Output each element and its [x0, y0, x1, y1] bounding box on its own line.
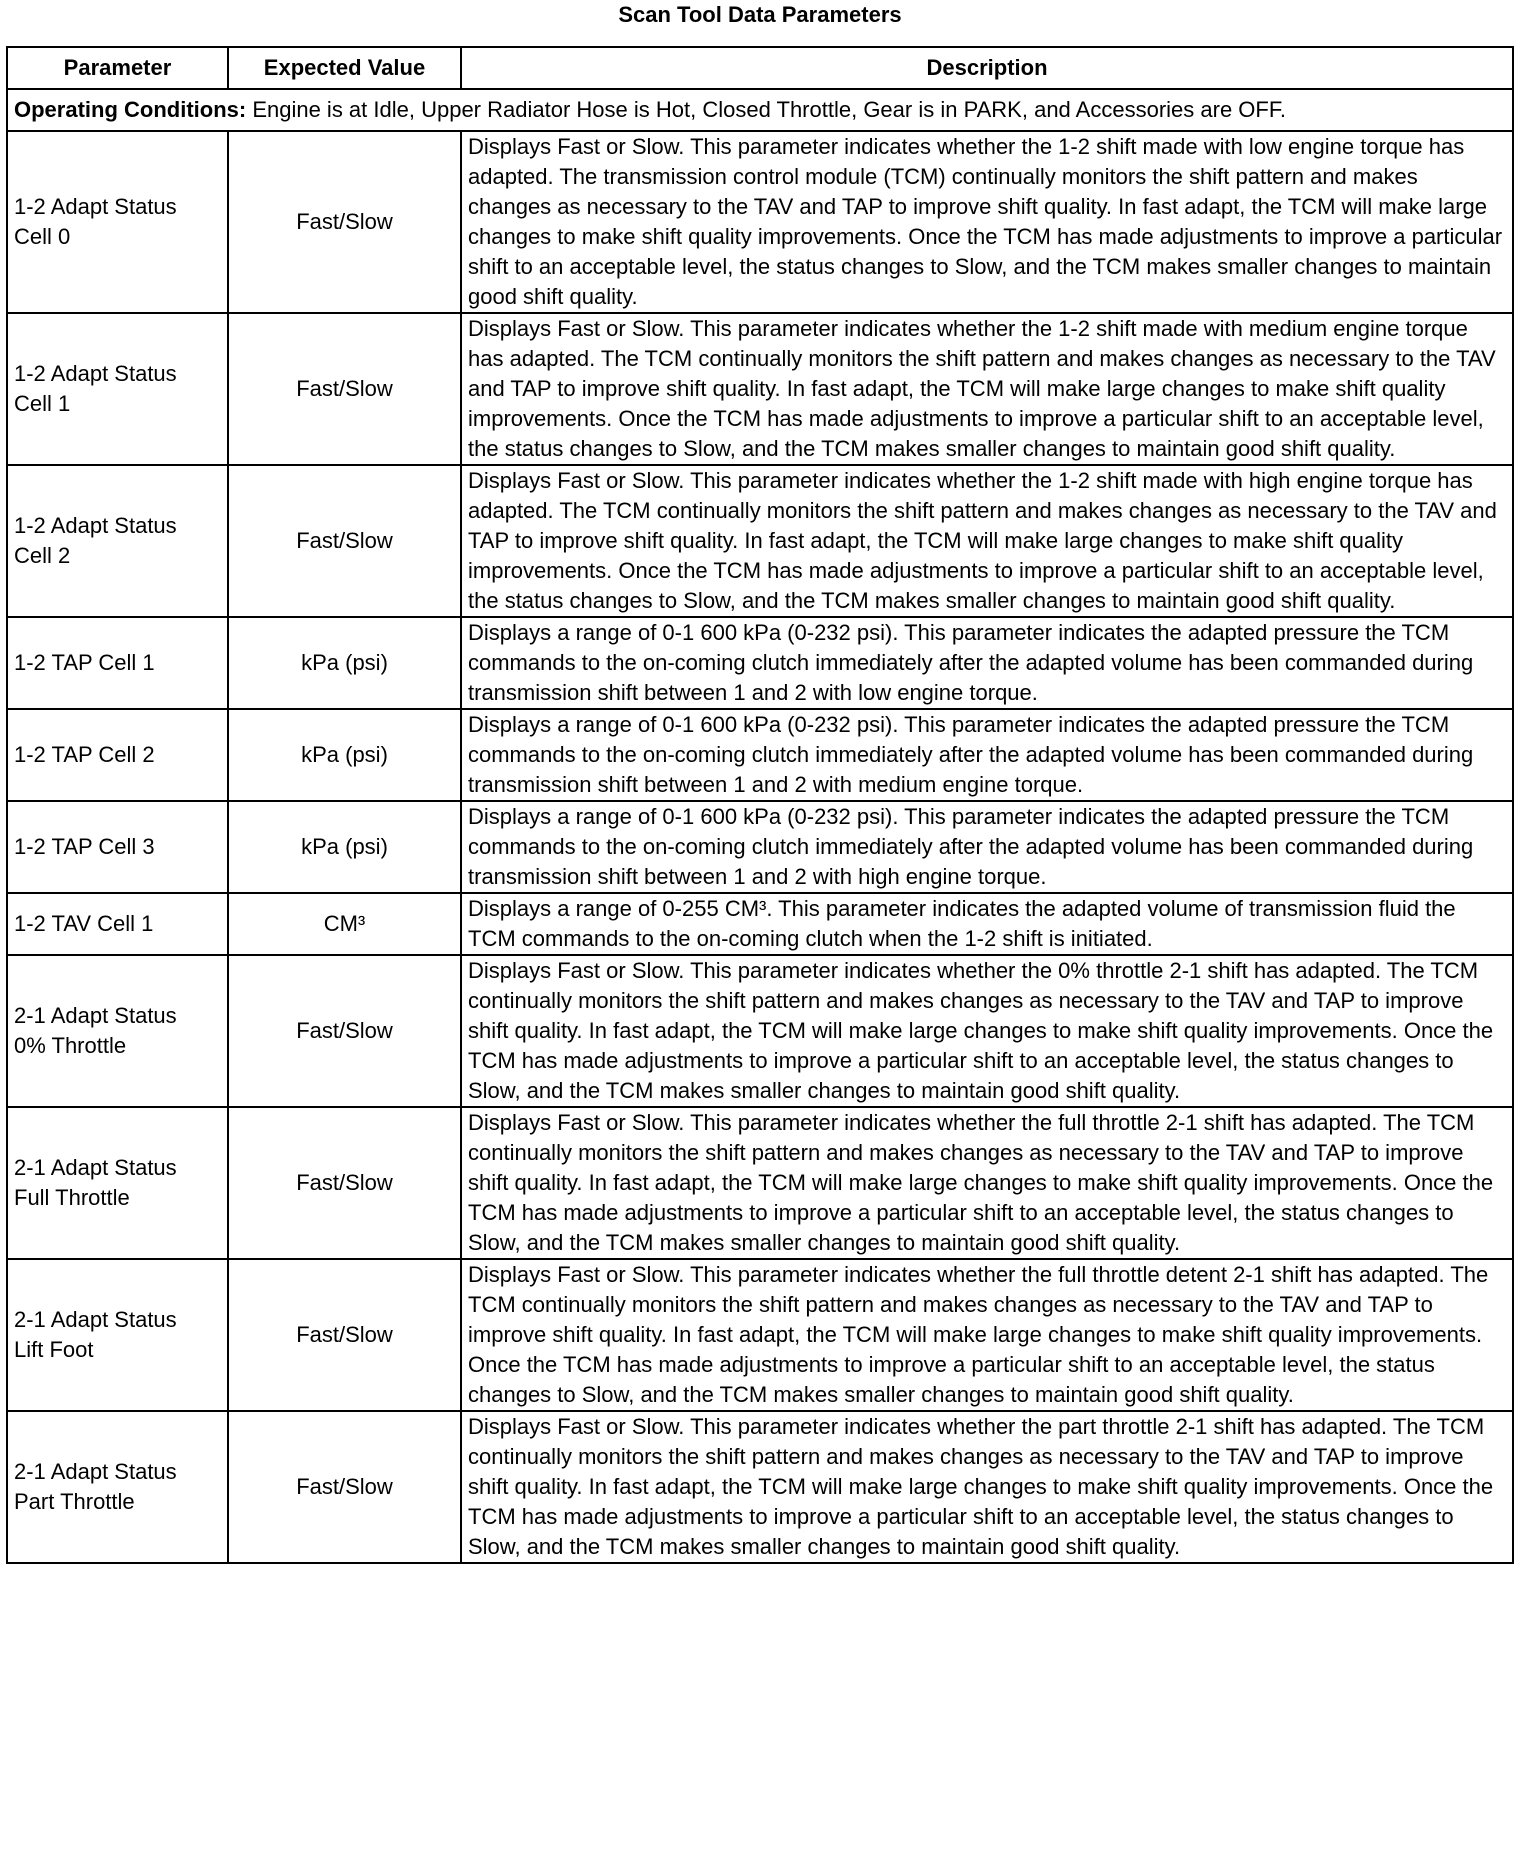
expected-value-cell: Fast/Slow: [228, 1107, 461, 1259]
parameter-name-line1: 1-2 TAP Cell 1: [14, 650, 155, 675]
parameter-cell: [7, 1259, 228, 1411]
parameter-name-line1: 1-2 Adapt Status: [14, 361, 177, 386]
parameter-name-line1: 1-2 TAP Cell 3: [14, 834, 155, 859]
expected-value-cell: CM³: [228, 893, 461, 955]
scan-tool-data-table: [6, 46, 1514, 1564]
table-row: [7, 801, 1513, 893]
description-cell: Displays Fast or Slow. This parameter indicates whether the 1-2 shift made with medium engine torque has adapted. The TCM continually monitors the shift pattern and makes changes as necessary to the TAV and TAP to improve shift quality. In fast adapt, the TCM will make large changes to make shift quality improvements. Once the TCM has made adjustments to improve a particular shift to an acceptable level, the status changes to Slow, and the TCM makes smaller changes to maintain good shift quality.: [461, 313, 1513, 465]
parameter-name-line1: 2-1 Adapt Status: [14, 1459, 177, 1484]
expected-value-cell: Fast/Slow: [228, 955, 461, 1107]
expected-value-cell: Fast/Slow: [228, 1411, 461, 1563]
parameter-cell: [7, 617, 228, 709]
description-cell: Displays a range of 0-1 600 kPa (0-232 psi). This parameter indicates the adapted pressure the TCM commands to the on-coming clutch immediately after the adapted volume has been commanded during transmission shift between 1 and 2 with low engine torque.: [461, 617, 1513, 709]
parameter-cell: [7, 801, 228, 893]
header-expected-value: Expected Value: [228, 47, 461, 89]
table-row: [7, 893, 1513, 955]
table-row: [7, 131, 1513, 313]
table-row: [7, 1259, 1513, 1411]
parameter-name-line1: 1-2 Adapt Status: [14, 194, 177, 219]
header-description: Description: [461, 47, 1513, 89]
parameter-name-line1: 1-2 TAP Cell 2: [14, 742, 155, 767]
page-title: Scan Tool Data Parameters: [618, 2, 902, 27]
parameter-name-line1: 1-2 Adapt Status: [14, 513, 177, 538]
table-row: [7, 313, 1513, 465]
parameter-name-line1: 2-1 Adapt Status: [14, 1003, 177, 1028]
description-cell: Displays a range of 0-1 600 kPa (0-232 psi). This parameter indicates the adapted pressure the TCM commands to the on-coming clutch immediately after the adapted volume has been commanded during transmission shift between 1 and 2 with high engine torque.: [461, 801, 1513, 893]
parameter-name-line1: 2-1 Adapt Status: [14, 1155, 177, 1180]
table-header-row: [7, 47, 1513, 89]
table-row: [7, 617, 1513, 709]
description-cell: Displays a range of 0-255 CM³. This parameter indicates the adapted volume of transmission fluid the TCM commands to the on-coming clutch when the 1-2 shift is initiated.: [461, 893, 1513, 955]
parameter-name-line2: Lift Foot: [14, 1337, 94, 1362]
parameter-cell: [7, 131, 228, 313]
operating-conditions-text: Engine is at Idle, Upper Radiator Hose is Hot, Closed Throttle, Gear is in PARK, and Accessories are OFF.: [246, 97, 1286, 122]
expected-value-cell: Fast/Slow: [228, 131, 461, 313]
expected-value-cell: Fast/Slow: [228, 313, 461, 465]
parameter-name-line1: 2-1 Adapt Status: [14, 1307, 177, 1332]
table-row: [7, 709, 1513, 801]
expected-value-cell: kPa (psi): [228, 801, 461, 893]
parameter-name-line2: Part Throttle: [14, 1489, 135, 1514]
description-cell: Displays Fast or Slow. This parameter indicates whether the 0% throttle 2-1 shift has adapted. The TCM continually monitors the shift pattern and makes changes as necessary to the TAV and TAP to improve shift quality. In fast adapt, the TCM will make large changes to make shift quality improvements. Once the TCM has made adjustments to improve a particular shift to an acceptable level, the status changes to Slow, and the TCM makes smaller changes to maintain good shift quality.: [461, 955, 1513, 1107]
parameter-name-line2: Cell 1: [14, 391, 71, 416]
parameter-cell: [7, 465, 228, 617]
parameter-name-line1: 1-2 TAV Cell 1: [14, 911, 154, 936]
table-row: [7, 1107, 1513, 1259]
operating-conditions-label: Operating Conditions:: [14, 97, 247, 122]
parameter-cell: [7, 893, 228, 955]
expected-value-cell: kPa (psi): [228, 617, 461, 709]
parameter-cell: [7, 1411, 228, 1563]
description-cell: Displays Fast or Slow. This parameter indicates whether the part throttle 2-1 shift has adapted. The TCM continually monitors the shift pattern and makes changes as necessary to the TAV and TAP to improve shift quality. In fast adapt, the TCM will make large changes to make shift quality improvements. Once the TCM has made adjustments to improve a particular shift to an acceptable level, the status changes to Slow, and the TCM makes smaller changes to maintain good shift quality.: [461, 1411, 1513, 1563]
operating-conditions-row: [7, 89, 1513, 131]
expected-value-cell: kPa (psi): [228, 709, 461, 801]
parameter-name-line2: Full Throttle: [14, 1185, 130, 1210]
description-cell: Displays Fast or Slow. This parameter indicates whether the 1-2 shift made with high engine torque has adapted. The TCM continually monitors the shift pattern and makes changes as necessary to the TAV and TAP to improve shift quality. In fast adapt, the TCM will make large changes to make shift quality improvements. Once the TCM has made adjustments to improve a particular shift to an acceptable level, the status changes to Slow, and the TCM makes smaller changes to maintain good shift quality.: [461, 465, 1513, 617]
description-cell: Displays Fast or Slow. This parameter indicates whether the full throttle 2-1 shift has adapted. The TCM continually monitors the shift pattern and makes changes as necessary to the TAV and TAP to improve shift quality. In fast adapt, the TCM will make large changes to make shift quality improvements. Once the TCM has made adjustments to improve a particular shift to an acceptable level, the status changes to Slow, and the TCM makes smaller changes to maintain good shift quality.: [461, 1107, 1513, 1259]
parameter-cell: [7, 1107, 228, 1259]
table-row: [7, 465, 1513, 617]
expected-value-cell: Fast/Slow: [228, 465, 461, 617]
parameter-name-line2: 0% Throttle: [14, 1033, 127, 1058]
parameter-name-line2: Cell 0: [14, 224, 71, 249]
header-parameter: Parameter: [7, 47, 228, 89]
parameter-cell: [7, 709, 228, 801]
description-cell: Displays Fast or Slow. This parameter indicates whether the 1-2 shift made with low engine torque has adapted. The transmission control module (TCM) continually monitors the shift pattern and makes changes as necessary to the TAV and TAP to improve shift quality. In fast adapt, the TCM will make large changes to make shift quality improvements. Once the TCM has made adjustments to improve a particular shift to an acceptable level, the status changes to Slow, and the TCM makes smaller changes to maintain good shift quality.: [461, 131, 1513, 313]
parameter-cell: [7, 955, 228, 1107]
parameter-cell: [7, 313, 228, 465]
table-row: [7, 1411, 1513, 1563]
parameter-name-line2: Cell 2: [14, 543, 71, 568]
operating-conditions-cell: [7, 89, 1513, 131]
description-cell: Displays a range of 0-1 600 kPa (0-232 psi). This parameter indicates the adapted pressure the TCM commands to the on-coming clutch immediately after the adapted volume has been commanded during transmission shift between 1 and 2 with medium engine torque.: [461, 709, 1513, 801]
description-cell: Displays Fast or Slow. This parameter indicates whether the full throttle detent 2-1 shift has adapted. The TCM continually monitors the shift pattern and makes changes as necessary to the TAV and TAP to improve shift quality. In fast adapt, the TCM will make large changes to make shift quality improvements. Once the TCM has made adjustments to improve a particular shift to an acceptable level, the status changes to Slow, and the TCM makes smaller changes to maintain good shift quality.: [461, 1259, 1513, 1411]
table-row: [7, 955, 1513, 1107]
expected-value-cell: Fast/Slow: [228, 1259, 461, 1411]
